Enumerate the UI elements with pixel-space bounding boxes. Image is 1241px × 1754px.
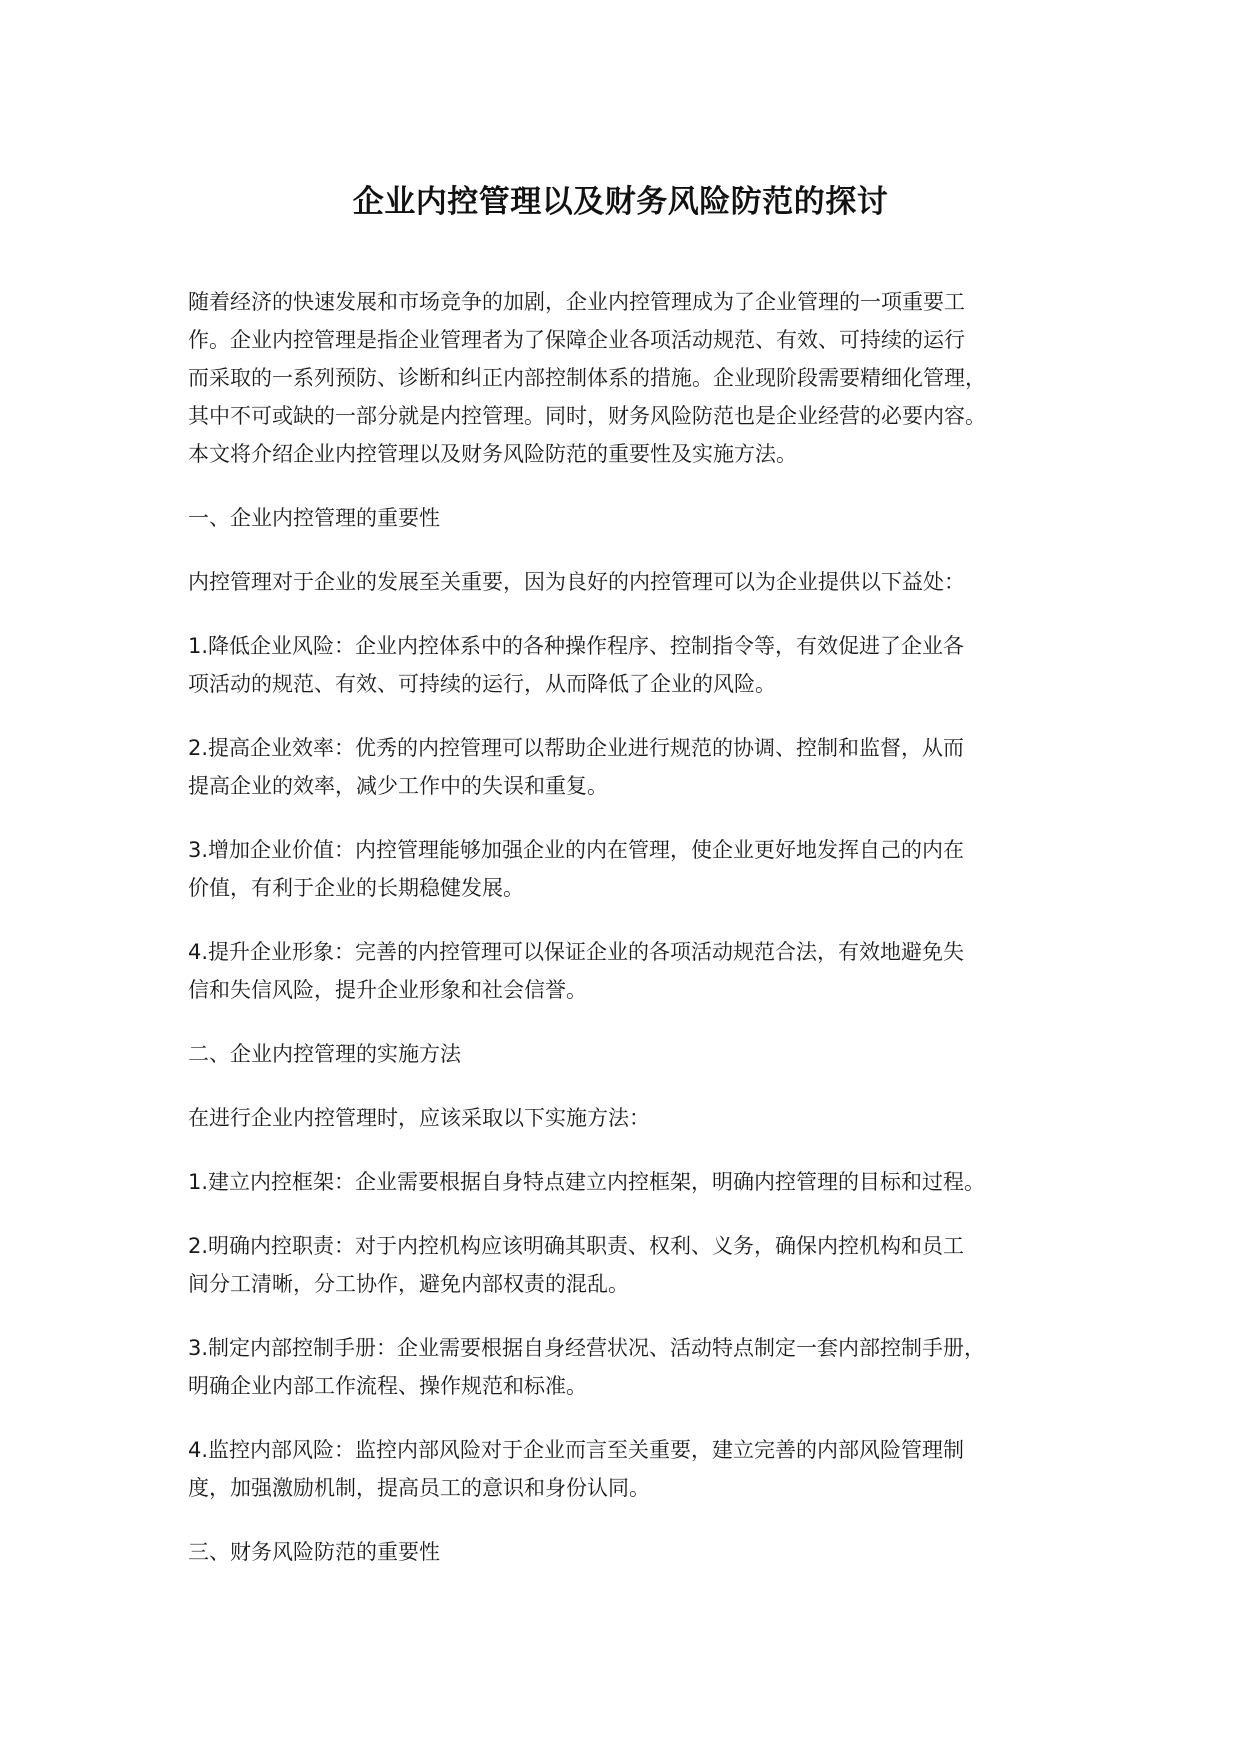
text-line: 在进行企业内控管理时，应该采取以下实施方法： bbox=[188, 1106, 650, 1130]
text-line: 提高企业的效率，减少工作中的失误和重复。 bbox=[188, 774, 608, 798]
section-heading: 三、财务风险防范的重要性 bbox=[188, 1540, 440, 1564]
list-item bbox=[188, 933, 1088, 1009]
text-line: 度，加强激励机制，提高员工的意识和身份认同。 bbox=[188, 1476, 650, 1500]
list-item bbox=[188, 1329, 1088, 1405]
text-line: 2.提高企业效率：优秀的内控管理可以帮助企业进行规范的协调、控制和监督，从而 bbox=[188, 736, 965, 760]
text-line: 内控管理对于企业的发展至关重要，因为良好的内控管理可以为企业提供以下益处： bbox=[188, 570, 965, 594]
text-line: 4.监控内部风险：监控内部风险对于企业而言至关重要，建立完善的内部风险管理制 bbox=[188, 1438, 965, 1462]
list-item bbox=[188, 729, 1088, 805]
list-item bbox=[188, 1163, 1088, 1201]
document-body bbox=[188, 283, 1088, 1597]
text-line: 随着经济的快速发展和市场竞争的加剧，企业内控管理成为了企业管理的一项重要工 bbox=[188, 290, 965, 314]
text-line: 3.增加企业价值：内控管理能够加强企业的内在管理，使企业更好地发挥自己的内在 bbox=[188, 838, 965, 862]
text-line: 项活动的规范、有效、可持续的运行，从而降低了企业的风险。 bbox=[188, 672, 776, 696]
text-line: 本文将介绍企业内控管理以及财务风险防范的重要性及实施方法。 bbox=[188, 442, 797, 466]
text-line: 明确企业内部工作流程、操作规范和标准。 bbox=[188, 1374, 587, 1398]
text-line: 其中不可或缺的一部分就是内控管理。同时，财务风险防范也是企业经营的必要内容。 bbox=[188, 404, 986, 428]
section-lead bbox=[188, 563, 1088, 601]
text-line: 4.提升企业形象：完善的内控管理可以保证企业的各项活动规范合法，有效地避免失 bbox=[188, 940, 965, 964]
text-line: 作。企业内控管理是指企业管理者为了保障企业各项活动规范、有效、可持续的运行 bbox=[188, 328, 965, 352]
list-item bbox=[188, 1431, 1088, 1507]
section-heading: 一、企业内控管理的重要性 bbox=[188, 506, 440, 530]
text-line: 1.建立内控框架：企业需要根据自身特点建立内控框架，明确内控管理的目标和过程。 bbox=[188, 1170, 986, 1194]
document-title: 企业内控管理以及财务风险防范的探讨 bbox=[352, 184, 889, 220]
text-line: 信和失信风险，提升企业形象和社会信誉。 bbox=[188, 978, 587, 1002]
section-heading: 二、企业内控管理的实施方法 bbox=[188, 1042, 461, 1066]
list-item bbox=[188, 1227, 1088, 1303]
text-line: 价值，有利于企业的长期稳健发展。 bbox=[188, 876, 524, 900]
text-line: 2.明确内控职责：对于内控机构应该明确其职责、权利、义务，确保内控机构和员工 bbox=[188, 1234, 965, 1258]
text-line: 而采取的一系列预防、诊断和纠正内部控制体系的措施。企业现阶段需要精细化管理， bbox=[188, 366, 986, 390]
text-line: 1.降低企业风险：企业内控体系中的各种操作程序、控制指令等，有效促进了企业各 bbox=[188, 634, 965, 658]
list-item bbox=[188, 831, 1088, 907]
intro-paragraph bbox=[188, 283, 1088, 473]
text-line: 3.制定内部控制手册：企业需要根据自身经营状况、活动特点制定一套内部控制手册， bbox=[188, 1336, 986, 1360]
section-lead bbox=[188, 1099, 1088, 1137]
list-item bbox=[188, 627, 1088, 703]
text-line: 间分工清晰，分工协作，避免内部权责的混乱。 bbox=[188, 1272, 629, 1296]
